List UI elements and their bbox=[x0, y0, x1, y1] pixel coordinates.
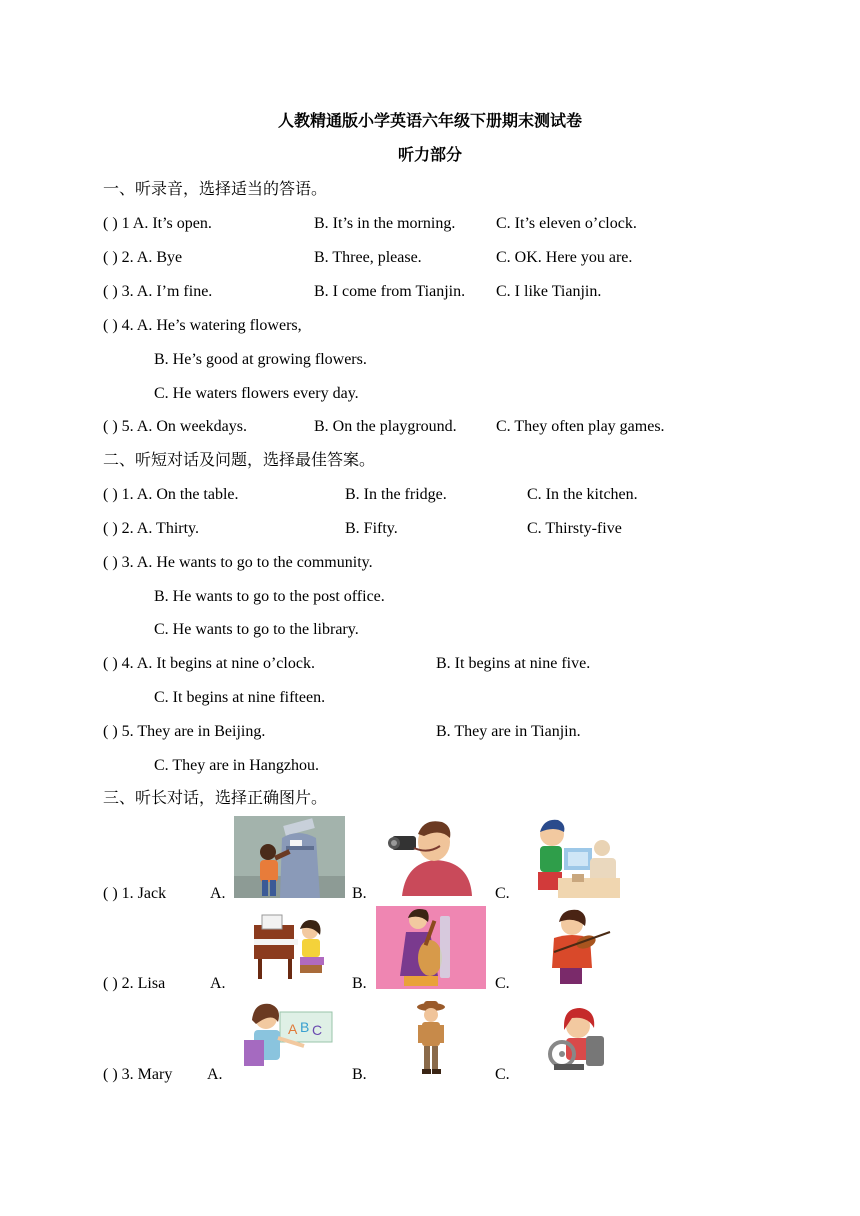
s3-q2-label-b: B. bbox=[352, 975, 367, 992]
s2-q5-option-c: C. They are in Hangzhou. bbox=[154, 757, 319, 774]
s2-q4-option-c: C. It begins at nine fifteen. bbox=[154, 689, 326, 706]
s2-q3-option-b: B. He wants to go to the post office. bbox=[154, 588, 385, 605]
section2-heading: 二、听短对话及问题，选择最佳答案。 bbox=[103, 452, 376, 469]
s1-q2-option-b: B. Three, please. bbox=[314, 249, 422, 266]
s2-q4-option-a: ( ) 4. A. It begins at nine o’clock. bbox=[103, 655, 315, 672]
s1-q1-option-b: B. It’s in the morning. bbox=[314, 215, 456, 232]
svg-text:A: A bbox=[288, 1021, 298, 1037]
s3-q2-prefix: ( ) 2. Lisa bbox=[103, 975, 166, 992]
s2-q5-option-b: B. They are in Tianjin. bbox=[436, 723, 581, 740]
image-girl-piano bbox=[252, 913, 326, 981]
s1-q3-option-c: C. I like Tianjin. bbox=[496, 283, 602, 300]
image-man-camera bbox=[384, 816, 476, 896]
s3-q3-label-c: C. bbox=[495, 1066, 510, 1083]
s1-q2-option-c: C. OK. Here you are. bbox=[496, 249, 633, 266]
s1-q4-option-c: C. He waters flowers every day. bbox=[154, 385, 359, 402]
s1-q1-option-c: C. It’s eleven o’clock. bbox=[496, 215, 637, 232]
s3-q1-prefix: ( ) 1. Jack bbox=[103, 885, 167, 902]
s3-q1-label-c: C. bbox=[495, 885, 510, 902]
s2-q2-option-c: C. Thirsty-five bbox=[527, 520, 622, 537]
s2-q3-option-c: C. He wants to go to the library. bbox=[154, 621, 359, 638]
s3-q3-label-b: B. bbox=[352, 1066, 367, 1083]
section3-heading: 三、听长对话，选择正确图片。 bbox=[103, 790, 328, 807]
s1-q4-option-a: ( ) 4. A. He’s watering flowers, bbox=[103, 317, 302, 334]
s2-q2-option-b: B. Fifty. bbox=[345, 520, 398, 537]
s3-q3-label-a: A. bbox=[207, 1066, 223, 1083]
s1-q1-option-a: ( ) 1 A. It’s open. bbox=[103, 215, 212, 232]
s2-q3-option-a: ( ) 3. A. He wants to go to the community. bbox=[103, 554, 373, 571]
s2-q1-option-b: B. In the fridge. bbox=[345, 486, 447, 503]
image-girl-violin bbox=[534, 908, 614, 988]
s3-q1-label-a: A. bbox=[210, 885, 226, 902]
s3-q3-prefix: ( ) 3. Mary bbox=[103, 1066, 173, 1083]
s3-q2-label-a: A. bbox=[210, 975, 226, 992]
svg-text:B: B bbox=[300, 1019, 310, 1035]
s1-q5-option-b: B. On the playground. bbox=[314, 418, 457, 435]
s1-q4-option-b: B. He’s good at growing flowers. bbox=[154, 351, 367, 368]
s1-q3-option-a: ( ) 3. A. I’m fine. bbox=[103, 283, 213, 300]
s1-q5-option-a: ( ) 5. A. On weekdays. bbox=[103, 418, 247, 435]
image-girl-driving bbox=[544, 1006, 608, 1072]
page-title: 人教精通版小学英语六年级下册期末测试卷 bbox=[277, 113, 582, 130]
s2-q5-option-a: ( ) 5. They are in Beijing. bbox=[103, 723, 266, 740]
image-teacher-abc bbox=[242, 1002, 334, 1072]
image-cowboy bbox=[414, 1001, 448, 1075]
s2-q2-option-a: ( ) 2. A. Thirty. bbox=[103, 520, 199, 537]
s1-q5-option-c: C. They often play games. bbox=[496, 418, 665, 435]
s3-q2-label-c: C. bbox=[495, 975, 510, 992]
s1-q2-option-a: ( ) 2. A. Bye bbox=[103, 249, 183, 266]
s2-q1-option-a: ( ) 1. A. On the table. bbox=[103, 486, 239, 503]
image-boy-mailbox bbox=[234, 816, 345, 898]
section1-heading: 一、听录音，选择适当的答语。 bbox=[103, 181, 328, 198]
s2-q1-option-c: C. In the kitchen. bbox=[527, 486, 638, 503]
svg-text:C: C bbox=[312, 1022, 323, 1038]
image-boy-robot bbox=[532, 818, 620, 898]
page-subtitle: 听力部分 bbox=[397, 147, 462, 164]
image-girl-pipa bbox=[376, 906, 486, 989]
s2-q4-option-b: B. It begins at nine five. bbox=[436, 655, 591, 672]
s1-q3-option-b: B. I come from Tianjin. bbox=[314, 283, 466, 300]
s3-q1-label-b: B. bbox=[352, 885, 367, 902]
